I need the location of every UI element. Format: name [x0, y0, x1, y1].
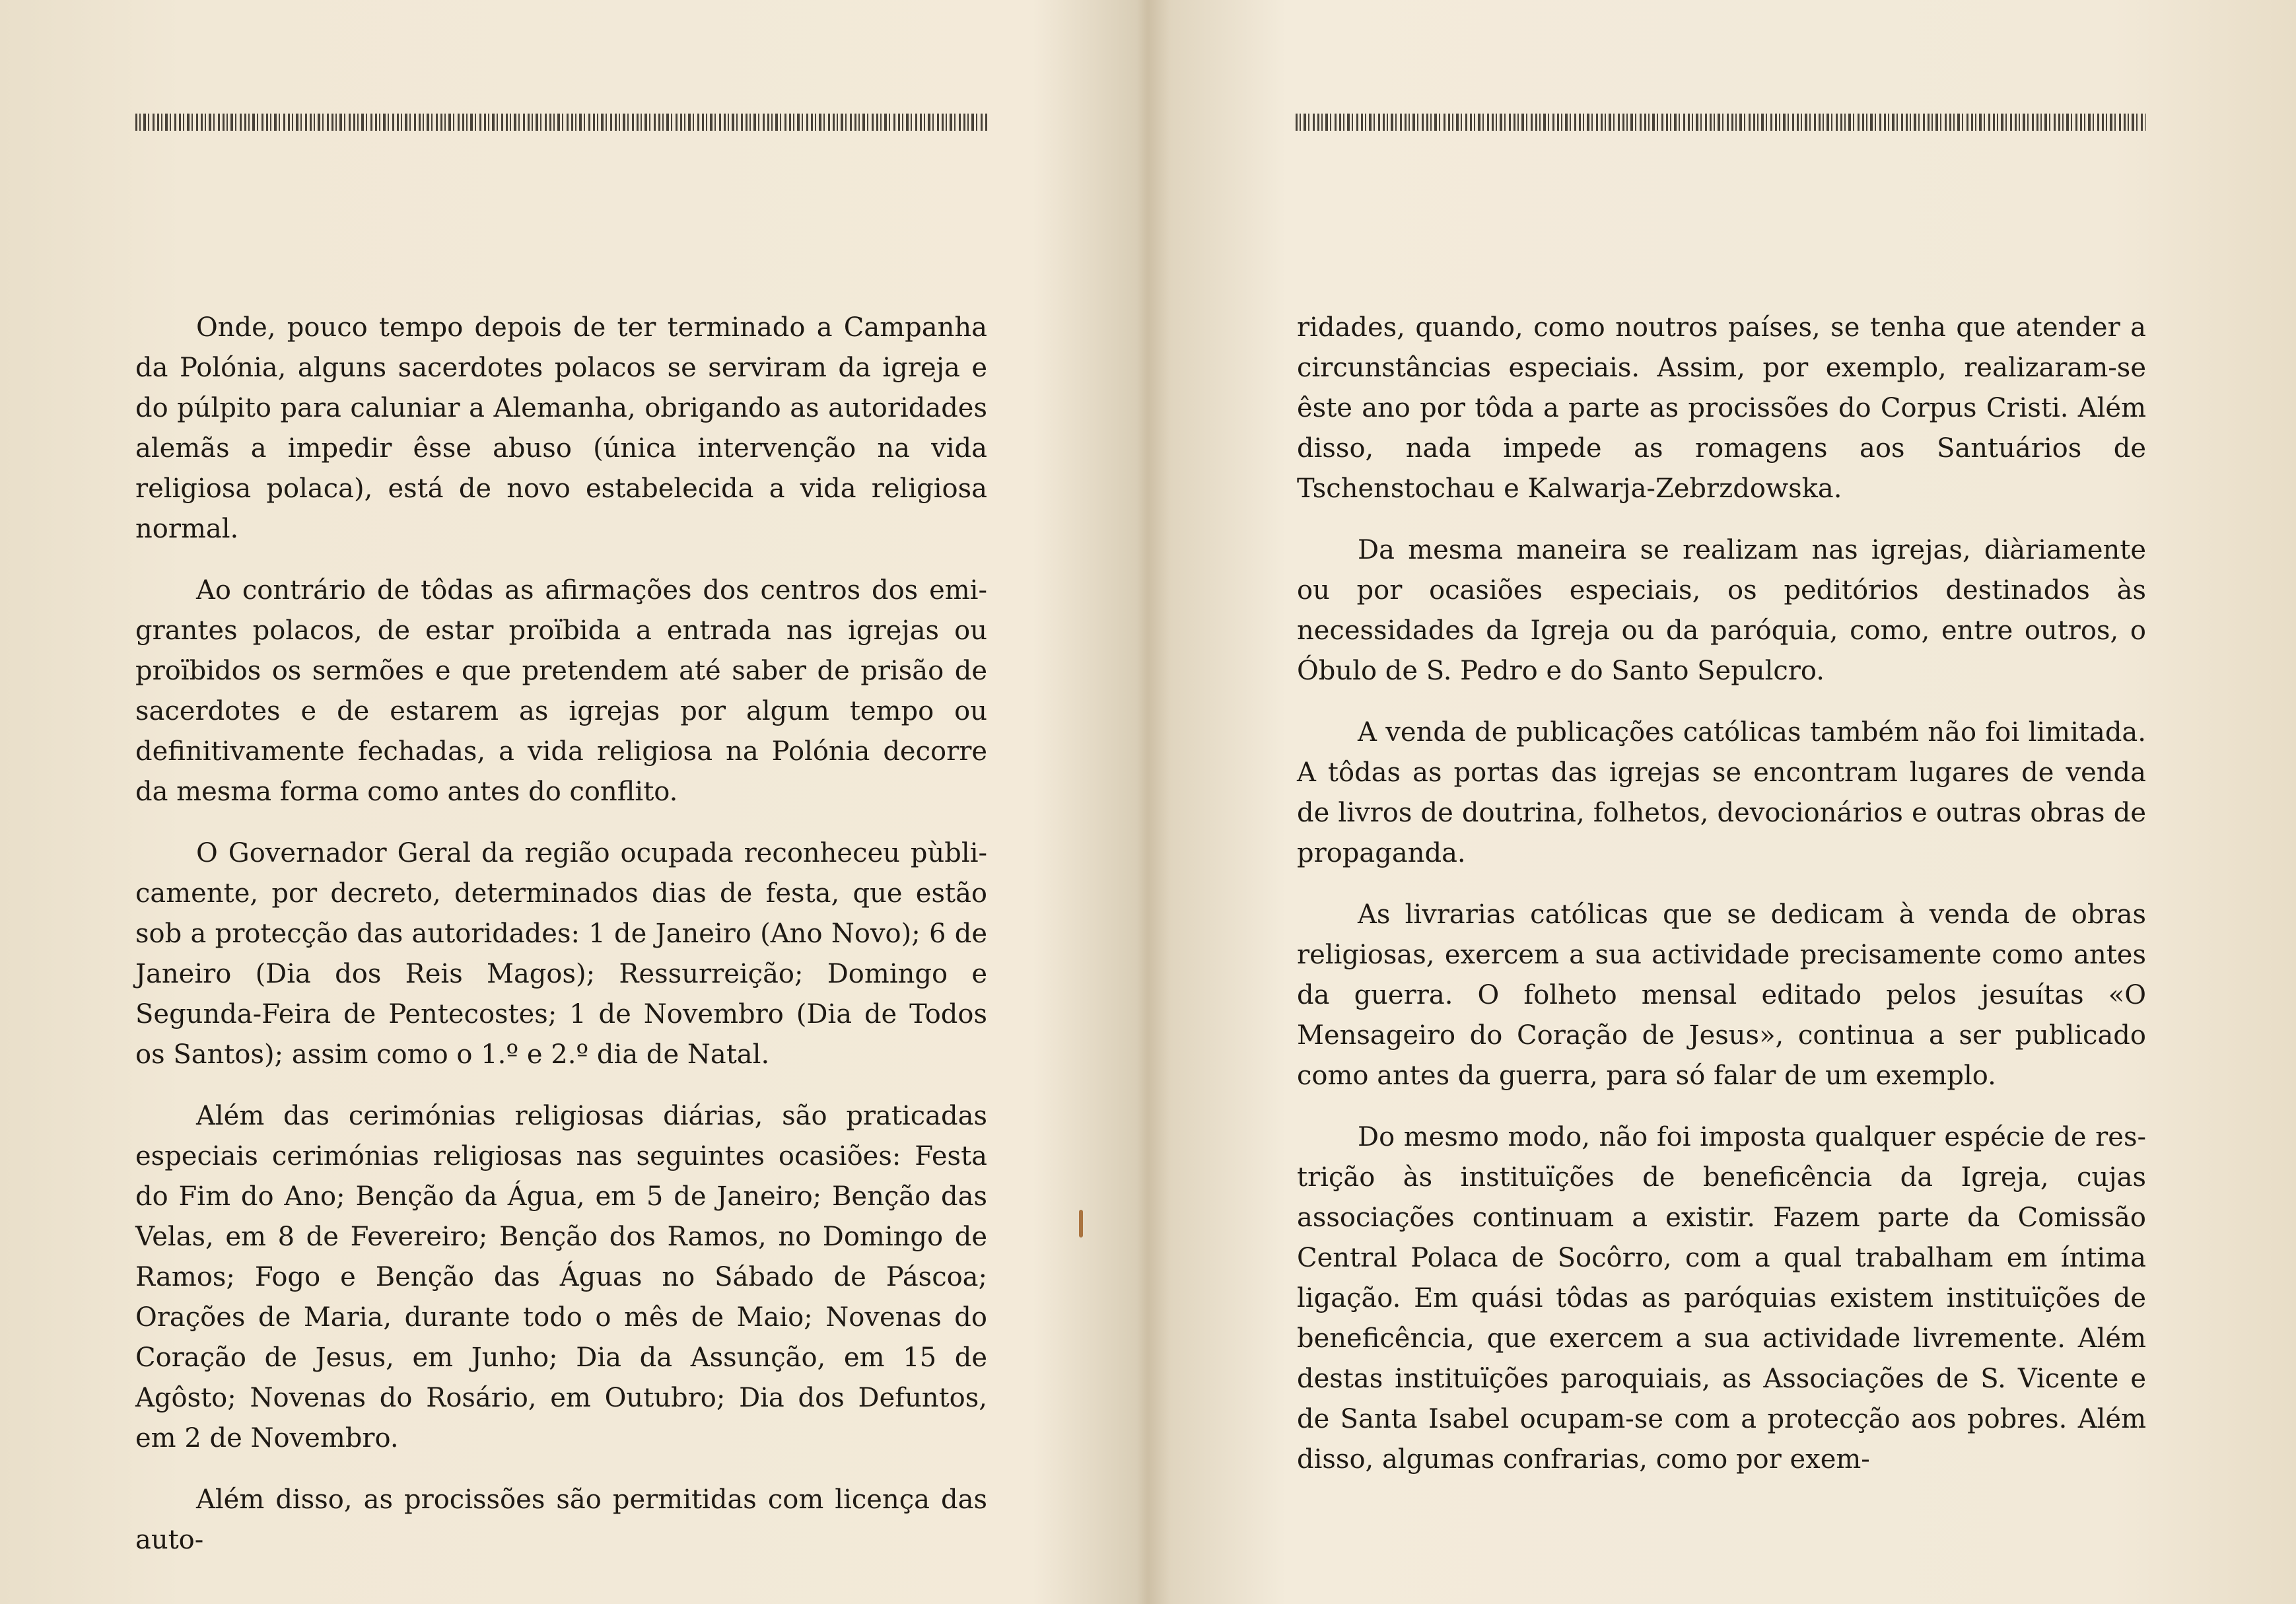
- paragraph: Além das cerimónias religiosas diárias, são praticadas especiais cerimónias religiosas nas seguintes ocasiões: Festa do Fim do Ano; Benção da Água, em 5 de Janeiro; Benção das Velas, em 8 de Fevereiro; Benção dos Ramos, no Domingo de Ramos; Fogo e Benção das Águas no Sábado de Páscoa; Orações de Maria, durante todo o mês de Maio; Novenas do Coração de Jesus, em Junho; Dia da Assunção, em 15 de Agôsto; Novenas do Rosário, em Outubro; Dia dos Defuntos, em 2 de Novembro.: [135, 1101, 987, 1453]
- right-page-body: [1297, 308, 2146, 1501]
- paragraph-continuation: ridades, quando, como noutros países, se tenha que atender a circunstâncias especiais. Assim, por exemplo, realizaram-se êste ano por tôda a parte as procissões do Corpus Cristi. Além disso, nada impede as romagens aos Santuários de Tschenstochau e Kalwarja-Zebrzdowska.: [1297, 312, 2146, 504]
- right-page: [1148, 0, 2296, 1604]
- paragraph: Onde, pouco tempo depois de ter terminado a Campanha da Polónia, alguns sacerdotes polacos se serviram da igreja e do púlpito para caluniar a Alemanha, obrigando as autoridades alemãs a impedir êsse abuso (única intervenção na vida religiosa polaca), está de novo estabelecida a vida religiosa normal.: [135, 312, 987, 544]
- paragraph: Do mesmo modo, não foi imposta qualquer espécie de restrição às instituïções de beneficência da Igreja, cujas associações continuam a existir. Fazem parte da Comissão Central Polaca de Socôrro, com a qual trabalham em íntima ligação. Em quási tôdas as paróquias existem instituïções de beneficência, que exercem a sua actividade livremente. Além destas instituïções paroquiais, as Associações de S. Vicente e de Santa Isabel ocupam-se com a protecção aos pobres. Além disso, algumas confrarias, como por exem-: [1297, 1122, 2146, 1475]
- header-ornament-rule: [135, 114, 987, 131]
- paragraph: O Governador Geral da região ocupada reconheceu pùblicamente, por decreto, determinados dias de festa, que estão sob a protecção das autoridades: 1 de Janeiro (Ano Novo); 6 de Janeiro (Dia dos Reis Magos); Ressurreição; Domingo e Segunda-Feira de Pentecostes; 1 de Novembro (Dia de Todos os Santos); assim como o 1.º e 2.º dia de Natal.: [135, 838, 987, 1070]
- paragraph: Além disso, as procissões são permitidas com licença das auto-: [135, 1484, 987, 1555]
- left-page-body: [135, 308, 987, 1582]
- paragraph: As livrarias católicas que se dedicam à venda de obras religiosas, exercem a sua actividade precisamente como antes da guerra. O folheto mensal editado pelos jesuítas «O Mensageiro do Coração de Jesus», continua a ser publicado como antes da guerra, para só falar de um exemplo.: [1297, 899, 2146, 1091]
- paragraph: Da mesma maneira se realizam nas igrejas, diàriamente ou por ocasiões especiais, os peditórios destinados às necessidades da Igreja ou da paróquia, como, entre outros, o Óbulo de S. Pedro e do Santo Sepulcro.: [1297, 535, 2146, 686]
- paragraph: A venda de publicações católicas também não foi limitada. A tôdas as portas das igrejas se encontram lugares de venda de livros de doutrina, folhetos, devocionários e outras obras de propaganda.: [1297, 717, 2146, 868]
- header-ornament-rule: [1296, 114, 2146, 131]
- ink-stain: [1079, 1210, 1083, 1238]
- paragraph: Ao contrário de tôdas as afirmações dos centros dos emigrantes polacos, de estar proïbida a entrada nas igrejas ou proïbidos os sermões e que pretendem até saber de prisão de sacerdotes e de estarem as igrejas por algum tempo ou definitivamente fechadas, a vida religiosa na Polónia decorre da mesma forma como antes do conflito.: [135, 575, 987, 807]
